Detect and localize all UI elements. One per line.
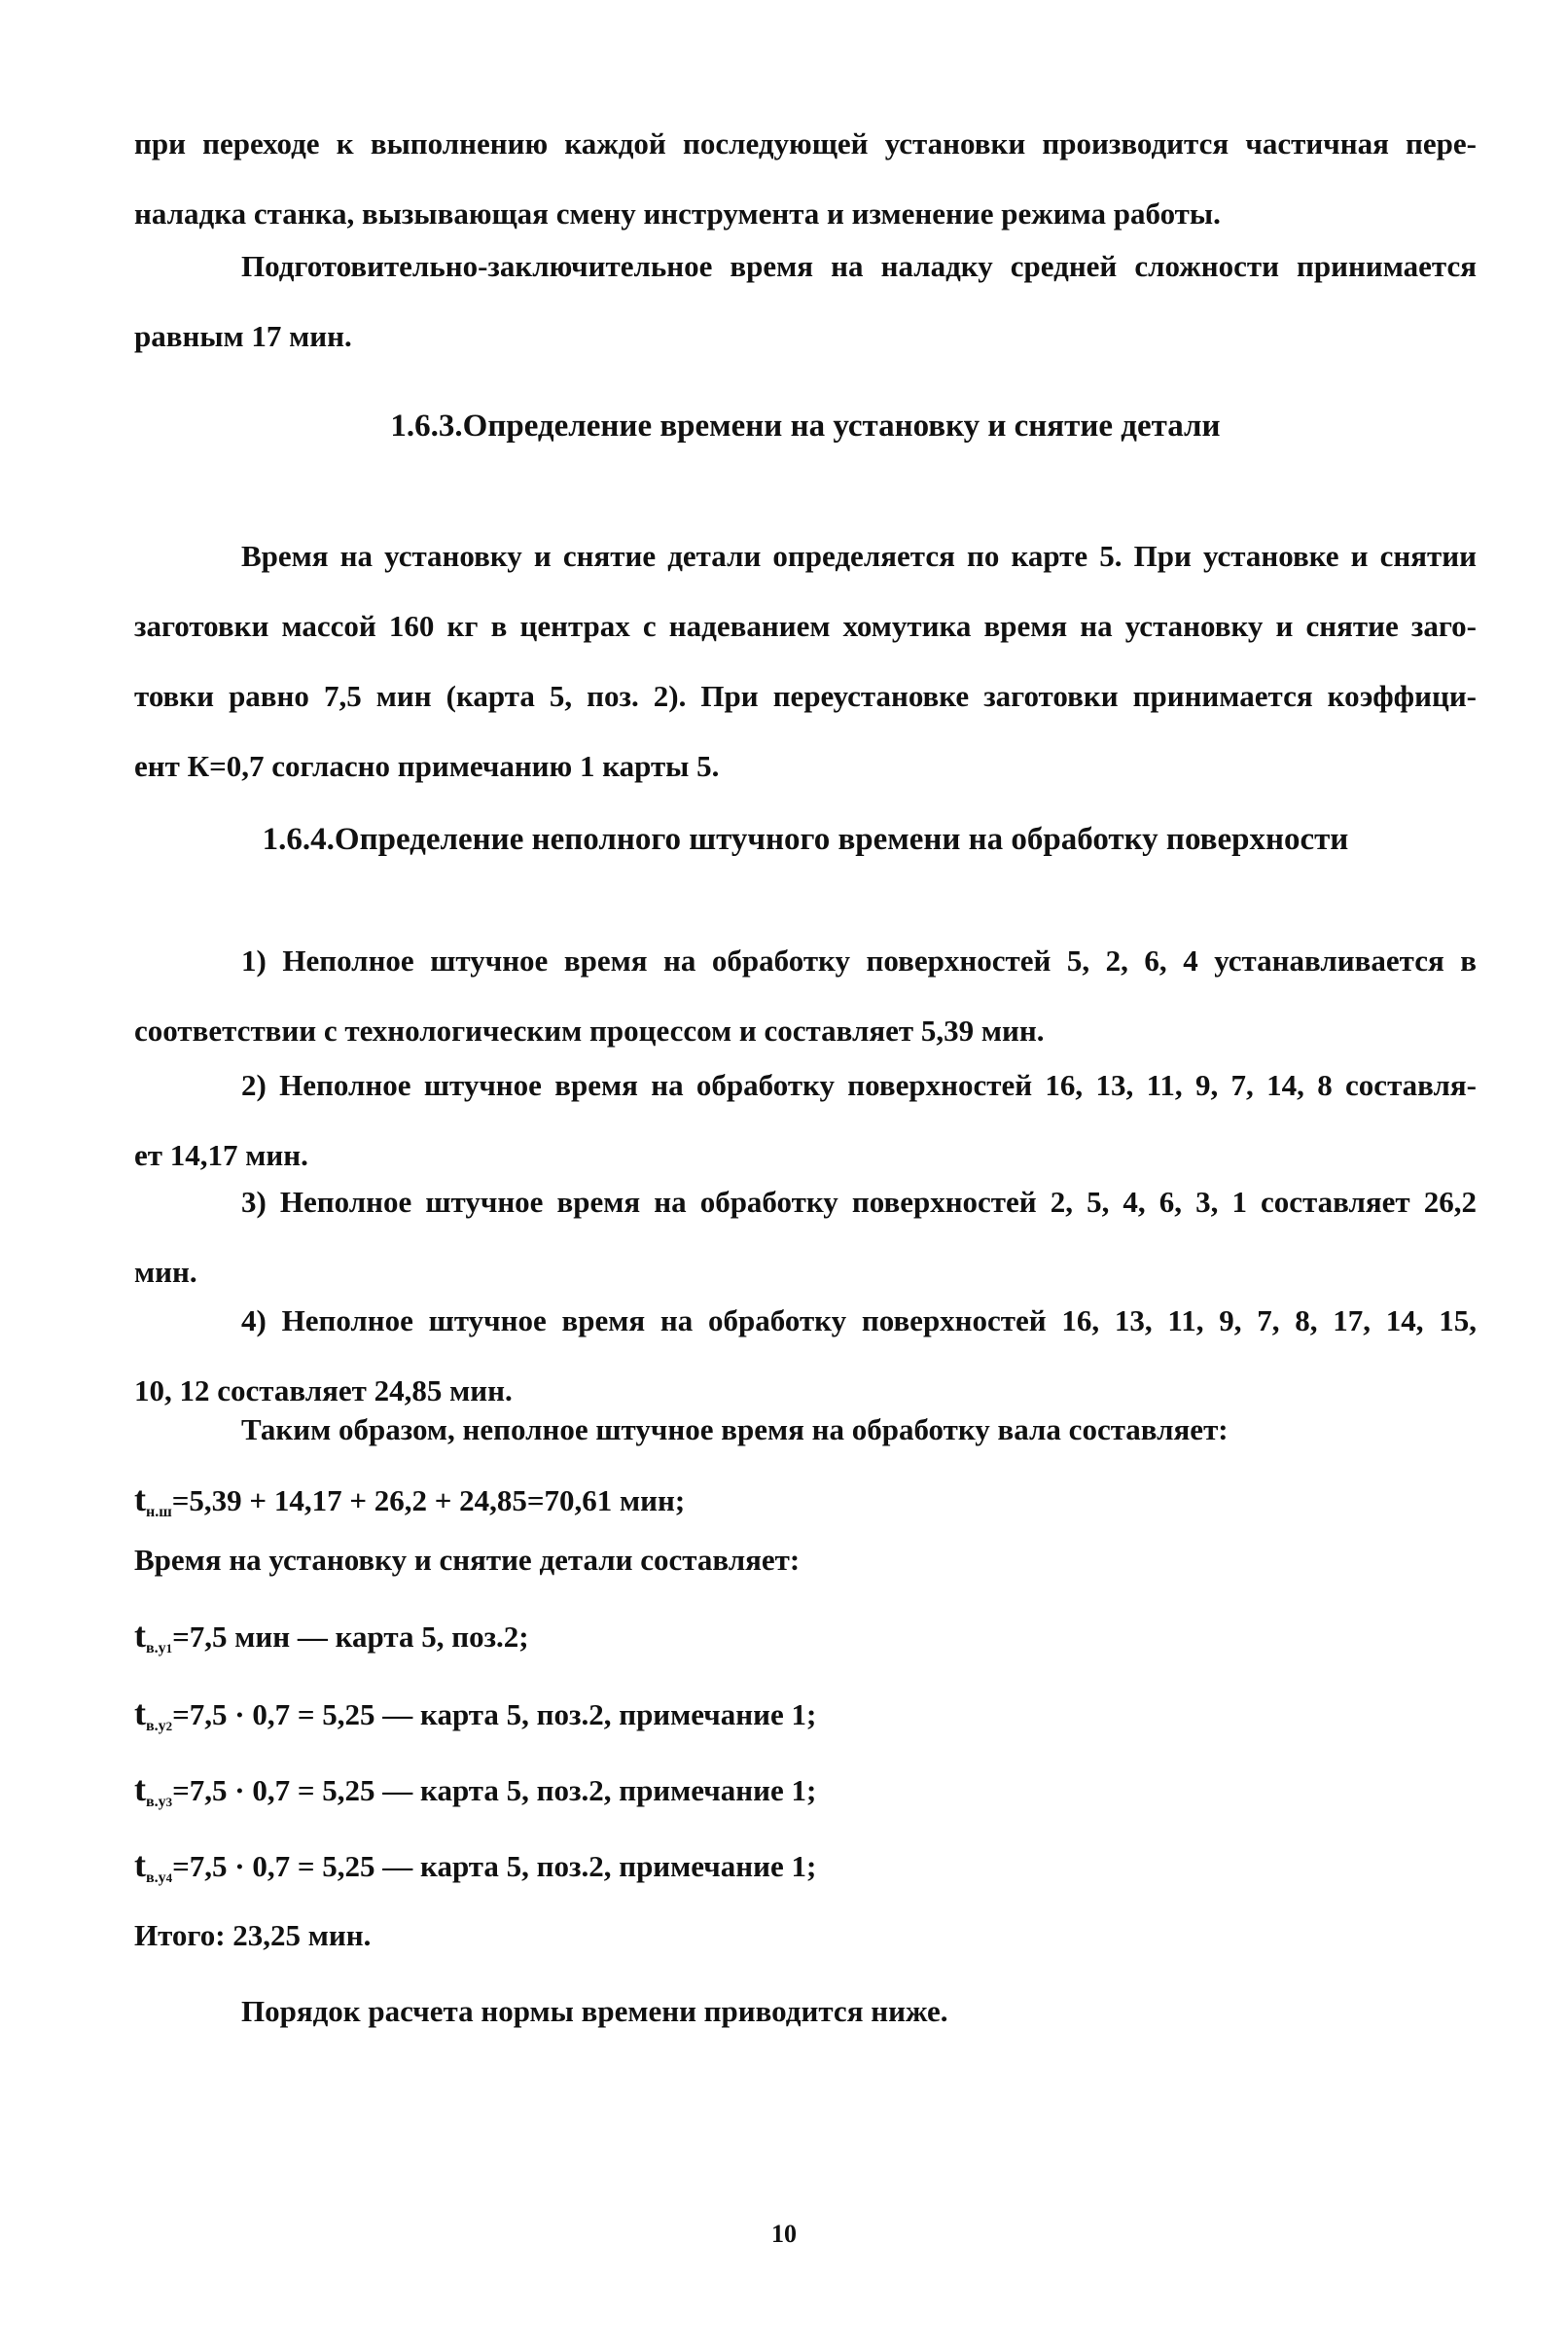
formula-expression: =5,39 + 14,17 + 26,2 + 24,85=70,61 мин; — [171, 1483, 686, 1517]
section-heading-1-6-3: 1.6.3.Определение времени на установку и снятие детали — [390, 409, 1221, 444]
text-line: 2) Неполное штучное время на обработку поверхностей 16, 13, 11, 9, 7, 14, 8 составля- — [241, 1068, 1477, 1102]
text-line: соответствии с технологическим процессом и составляет 5,39 мин. — [134, 1014, 1045, 1048]
formula-install-4 — [134, 1844, 816, 1887]
formula-subscript: в.у — [146, 1640, 166, 1656]
formula-index: 2 — [165, 1719, 173, 1733]
formula-symbol: t — [134, 1479, 146, 1518]
text-line: ент К=0,7 согласно примечанию 1 карты 5. — [134, 749, 720, 783]
text-line: Время на установку и снятие детали определяется по карте 5. При установке и снятии — [241, 539, 1477, 573]
formula-expression: =7,5 мин — карта 5, поз.2; — [172, 1620, 529, 1654]
text-line: Подготовительно-заключительное время на наладку средней сложности принимается — [241, 249, 1477, 283]
text-line: ет 14,17 мин. — [134, 1138, 308, 1172]
text-line: 4) Неполное штучное время на обработку поверхностей 16, 13, 11, 9, 7, 8, 17, 14, 15, — [241, 1303, 1477, 1337]
formula-subscript: в.у — [146, 1718, 166, 1734]
text-line: заготовки массой 160 кг в центрах с надеванием хомутика время на установку и снятие заго- — [134, 609, 1477, 643]
paragraph-setup-time — [134, 231, 1477, 372]
formula-expression: =7,5 · 0,7 = 5,25 — карта 5, поз.2, примечание 1; — [172, 1773, 817, 1807]
summary-line: Таким образом, неполное штучное время на обработку вала составляет: — [241, 1412, 1229, 1446]
paragraph-install-removal — [134, 521, 1477, 801]
total-line: Итого: 23,25 мин. — [134, 1918, 372, 1952]
text-line: мин. — [134, 1255, 197, 1289]
install-time-intro: Время на установку и снятие детали составляет: — [134, 1543, 801, 1577]
formula-subscript: н.ш — [146, 1504, 172, 1520]
formula-index: 3 — [165, 1795, 173, 1809]
text-line: 3) Неполное штучное время на обработку поверхностей 2, 5, 4, 6, 3, 1 составляет 26,2 — [241, 1185, 1477, 1219]
formula-index: 1 — [165, 1641, 173, 1656]
text-line: 10, 12 составляет 24,85 мин. — [134, 1373, 513, 1407]
closing-line: Порядок расчета нормы времени приводится ниже. — [241, 1994, 948, 2028]
page-number: 10 — [771, 2220, 797, 2248]
list-item-4 — [134, 1286, 1477, 1426]
formula-symbol: t — [134, 1769, 146, 1808]
text-line: равным 17 мин. — [134, 319, 352, 353]
formula-install-2 — [134, 1692, 816, 1735]
formula-index: 4 — [165, 1870, 173, 1885]
text-line: при переходе к выполнению каждой последующей установки производится частичная пере- — [134, 126, 1477, 160]
formula-symbol: t — [134, 1845, 146, 1884]
formula-expression: =7,5 · 0,7 = 5,25 — карта 5, поз.2, примечание 1; — [172, 1849, 817, 1883]
list-item-1 — [134, 926, 1477, 1066]
formula-incomplete-piece-time — [134, 1478, 685, 1521]
formula-install-3 — [134, 1768, 816, 1811]
formula-expression: =7,5 · 0,7 = 5,25 — карта 5, поз.2, примечание 1; — [172, 1697, 817, 1731]
section-heading-1-6-4: 1.6.4.Определение неполного штучного времени на обработку поверхности — [262, 822, 1349, 857]
formula-symbol: t — [134, 1693, 146, 1732]
formula-symbol: t — [134, 1616, 146, 1655]
text-line: наладка станка, вызывающая смену инструмента и изменение режима работы. — [134, 196, 1221, 231]
text-line: товки равно 7,5 мин (карта 5, поз. 2). При переустановке заготовки принимается коэффици- — [134, 679, 1477, 713]
formula-install-1 — [134, 1615, 529, 1657]
formula-subscript: в.у — [146, 1794, 166, 1810]
paragraph-continuation — [134, 109, 1477, 249]
formula-subscript: в.у — [146, 1869, 166, 1886]
text-line: 1) Неполное штучное время на обработку поверхностей 5, 2, 6, 4 устанавливается в — [241, 944, 1477, 978]
